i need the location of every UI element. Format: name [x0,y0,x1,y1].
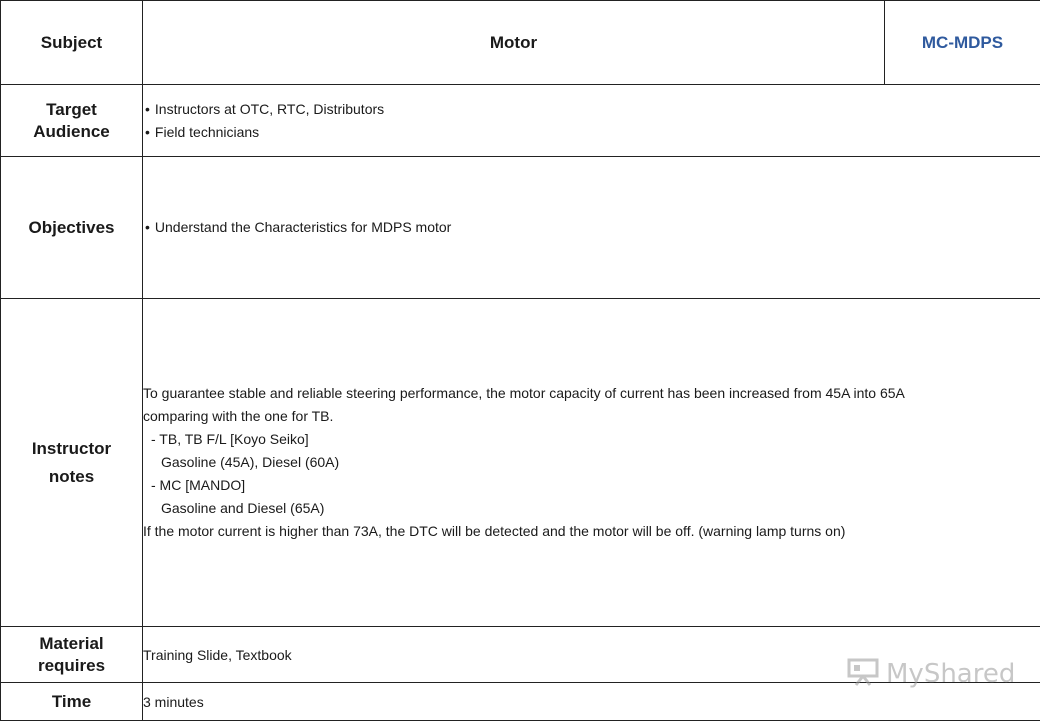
subject-value: Motor [143,1,885,85]
objectives-row [1,157,1040,299]
header-row [1,1,1040,85]
subject-label: Subject [1,1,143,85]
instructor-notes-label [1,299,143,627]
notes-line: If the motor current is higher than 73A, the DTC will be detected and the motor will be off. (warning lamp turns on) [143,520,1040,543]
objectives-label: Objectives [1,157,143,299]
target-audience-list [143,98,1040,144]
target-audience-label-line1: Target [1,99,142,121]
objectives-item: • Understand the Characteristics for MDPS motor [145,216,1040,239]
notes-line: - MC [MANDO] [143,474,1040,497]
target-audience-row [1,85,1040,157]
material-label-line1: Material [1,633,142,655]
material-value: Training Slide, Textbook [143,627,1040,683]
target-audience-item: • Instructors at OTC, RTC, Distributors [145,98,1040,121]
target-audience-item: • Field technicians [145,121,1040,144]
material-label-line2: requires [1,655,142,677]
time-value: 3 minutes [143,683,1040,721]
notes-line: comparing with the one for TB. [143,405,1040,428]
target-audience-label [1,85,143,157]
instructor-notes-label-line1: Instructor [1,435,142,463]
time-label: Time [1,683,143,721]
target-audience-content [143,85,1040,157]
notes-line: Gasoline (45A), Diesel (60A) [143,451,1040,474]
instructor-notes-row [1,299,1040,627]
watermark [846,654,1006,694]
instructor-notes-content [143,299,1040,627]
notes-line: - TB, TB F/L [Koyo Seiko] [143,428,1040,451]
instructor-notes-label-line2: notes [1,463,142,491]
objectives-content [143,157,1040,299]
notes-line: Gasoline and Diesel (65A) [143,497,1040,520]
watermark-text: MyShared [886,659,1015,689]
material-label [1,627,143,683]
course-code: MC-MDPS [885,1,1040,85]
target-audience-label-line2: Audience [1,121,142,143]
presentation-board-icon [846,657,880,692]
objectives-list [143,216,1040,239]
notes-line: To guarantee stable and reliable steering performance, the motor capacity of current has been increased from 45A into 65A [143,382,1040,405]
